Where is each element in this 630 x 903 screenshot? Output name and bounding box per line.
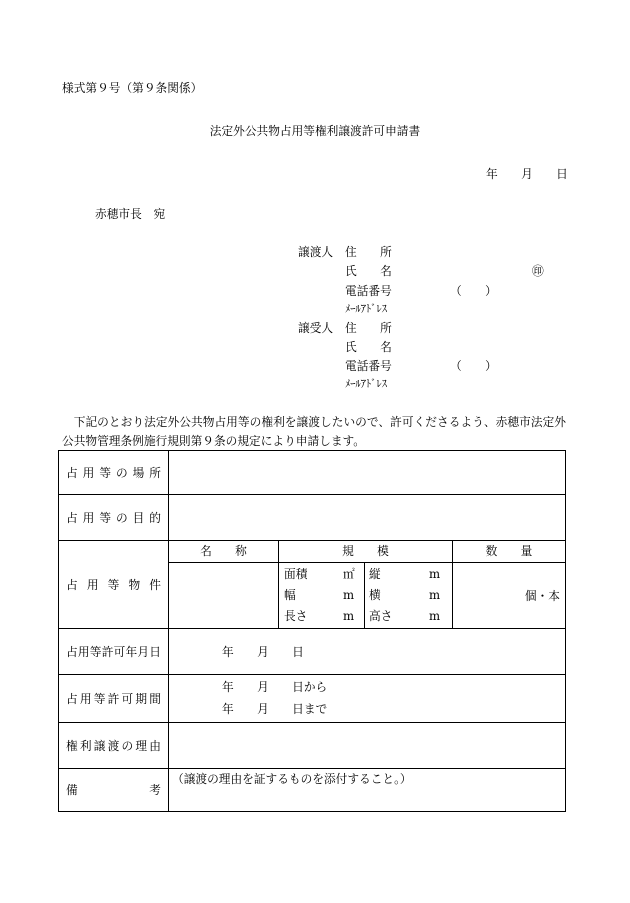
permit-date-label: 占用等許可年月日 [66,644,161,659]
place-value-cell [169,451,565,494]
scale-left-subcolumn [279,563,365,628]
transferee-name-label: 氏 名 [345,340,392,354]
table-row-purpose [59,494,565,540]
object-value-cell [169,541,565,628]
transferee-phone-label: 電話番号 [345,359,392,373]
place-label-cell [59,451,169,494]
permit-period-label: 占用等許可期間 [66,691,161,706]
transferor-name-label: 氏 名 [345,264,392,278]
permit-period-from: 年 月 日から [222,680,328,694]
spec-unit: m [429,588,441,602]
spec-label: 横 [369,588,381,602]
scale-right-subcolumn [365,563,452,628]
spec-label: 高さ [369,609,393,623]
remarks-label-cell [59,769,169,811]
spec-label: 長さ [284,609,308,623]
spec-item-width [279,585,364,606]
object-name-column [169,541,279,628]
transferee-phone-parens: （ ） [450,359,497,373]
purpose-label: 占用等の目的 [66,510,161,525]
addressee: 赤穂市長 宛 [95,207,166,221]
remarks-value-cell [169,769,565,811]
spec-item-area [279,564,364,585]
object-name-value [169,563,278,628]
quantity-unit: 個・本 [524,588,560,603]
spec-item-horizontal [365,585,452,606]
transferor-address-label: 住 所 [345,245,392,259]
permit-period-label-cell [59,675,169,722]
table-row-object [59,540,565,628]
object-label: 占用等物件 [66,577,161,592]
transferor-phone-label: 電話番号 [345,284,392,298]
spec-label: 縦 [369,567,381,581]
statement-line-2: 公共物管理条例施行規則第９条の規定により申請します。 [62,434,365,448]
application-table [58,450,566,812]
table-row-reason [59,722,565,768]
transferor-role-label: 譲渡人 [298,245,334,259]
object-scale-column [279,541,453,628]
table-row-remarks [59,768,565,811]
reason-label-cell [59,723,169,768]
permit-date-label-cell [59,629,169,674]
seal-mark-icon: ㊞ [532,264,544,278]
spec-item-length [279,606,364,627]
remarks-note: （譲渡の理由を証するものを添付すること。） [172,772,412,786]
statement-line-1: 下記のとおり法定外公共物占用等の権利を譲渡したいので、許可くださるよう、赤穂市法定外 [62,415,566,429]
reason-label: 権利譲渡の理由 [66,738,161,753]
spec-item-height [365,606,452,627]
permit-date-value: 年 月 日 [222,644,304,659]
reason-value-cell [169,723,565,768]
table-row-permit-period [59,674,565,722]
spec-unit: ㎡ [343,567,355,581]
object-quantity-header: 数 量 [453,541,565,563]
transferee-address-label: 住 所 [345,321,392,335]
spec-label: 面積 [284,567,308,581]
application-date: 年 月 日 [486,167,568,181]
remarks-label: 備考 [66,783,161,797]
transferor-email-label: ﾒｰﾙｱﾄﾞﾚｽ [345,303,387,315]
transferor-phone-parens: （ ） [450,284,497,298]
purpose-value-cell [169,495,565,540]
purpose-label-cell [59,495,169,540]
spec-label: 幅 [284,588,296,602]
form-number: 様式第９号（第９条関係） [62,81,203,95]
permit-period-to: 年 月 日まで [222,702,328,716]
object-name-header: 名 称 [169,541,278,563]
permit-period-value-cell [169,675,565,722]
spec-unit: m [429,567,441,581]
table-row-permit-date [59,628,565,674]
object-scale-header: 規 模 [279,541,452,563]
object-quantity-value [453,563,565,628]
spec-unit: m [429,609,441,623]
object-quantity-column [453,541,565,628]
object-scale-values [279,563,452,628]
place-label: 占用等の場所 [66,465,161,480]
table-row-place [59,451,565,494]
object-label-cell [59,541,169,628]
transferee-email-label: ﾒｰﾙｱﾄﾞﾚｽ [345,378,387,390]
permit-date-value-cell [169,629,565,674]
spec-item-vertical [365,564,452,585]
transferee-role-label: 譲受人 [298,321,334,335]
form-title: 法定外公共物占用等権利譲渡許可申請書 [209,124,421,138]
spec-unit: m [343,588,355,602]
spec-unit: m [343,609,355,623]
